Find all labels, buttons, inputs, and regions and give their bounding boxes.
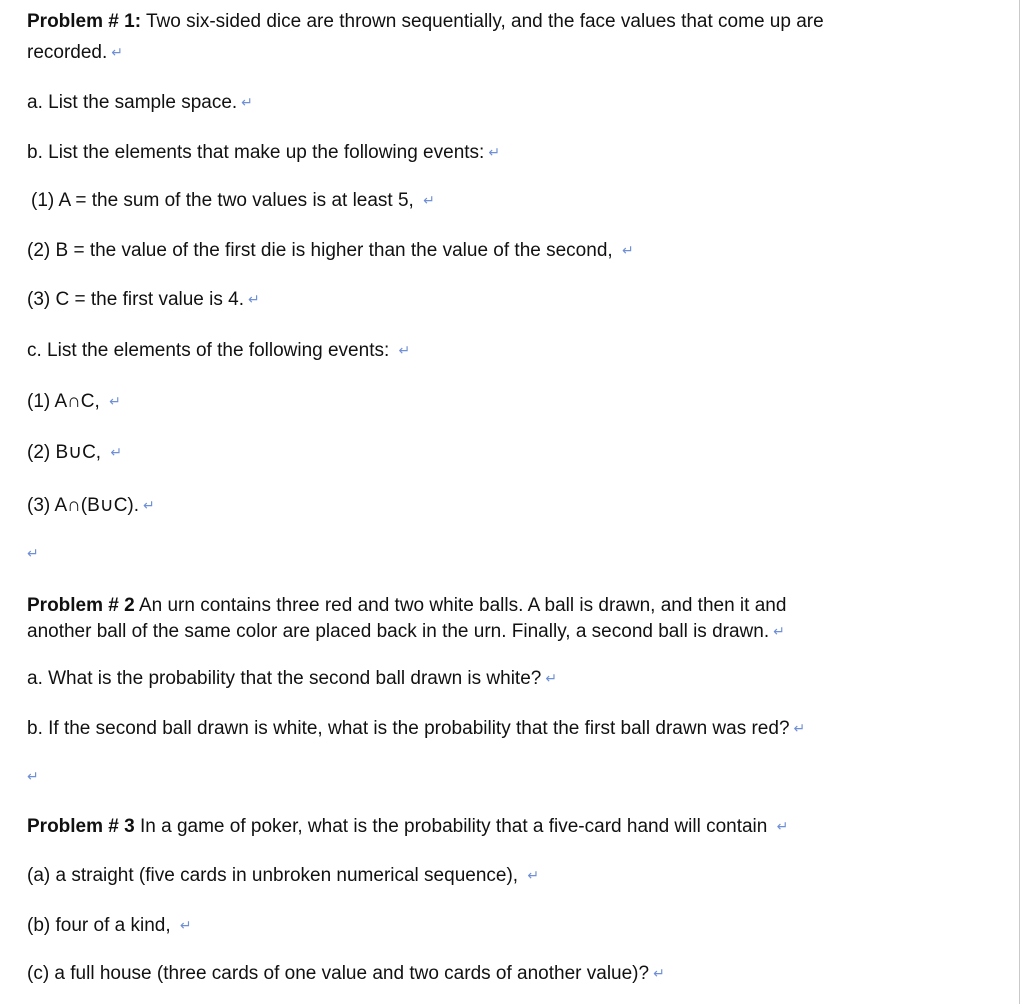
problem1-c1-text: (1) A∩C,	[27, 391, 106, 412]
problem1-b2	[27, 239, 634, 263]
problem3-c-text: (c) a full house (three cards of one value and two cards of another value)?	[27, 963, 650, 984]
problem2-line2	[27, 620, 785, 644]
problem3-line1	[27, 815, 788, 839]
paragraph-mark-icon: ↵	[398, 342, 411, 358]
problem1-line1	[27, 10, 824, 34]
paragraph-mark-icon: ↵	[248, 291, 260, 307]
problem1-c3-text: (3) A∩(B∪C).	[27, 495, 140, 516]
problem2-b-text: b. If the second ball drawn is white, what is the probability that the first ball drawn was red?	[27, 718, 790, 739]
problem1-c2-text: (2) B∪C,	[27, 442, 107, 463]
problem1-text: Two six-sided dice are thrown sequentially, and the face values that come up are	[141, 11, 824, 32]
problem3-a-text: (a) a straight (five cards in unbroken numerical sequence),	[27, 865, 524, 886]
problem3-b-text: (b) four of a kind,	[27, 915, 176, 936]
paragraph-mark-icon: ↵	[527, 867, 540, 883]
problem1-part-b	[27, 141, 500, 165]
paragraph-mark-icon: ↵	[111, 44, 124, 60]
problem1-b2-text: (2) B = the value of the first die is higher than the value of the second,	[27, 240, 618, 261]
paragraph-mark-icon: ↵	[545, 670, 558, 686]
problem2-text: An urn contains three red and two white balls. A ball is drawn, and then it and	[134, 595, 787, 616]
problem1-a-text: a. List the sample space.	[27, 92, 238, 113]
problem3-part-b	[27, 914, 192, 938]
paragraph-mark-icon: ↵	[143, 497, 155, 513]
problem2-label: Problem # 2	[27, 595, 135, 616]
problem1-b-text: b. List the elements that make up the following events:	[27, 142, 485, 163]
problem1-c2	[27, 441, 122, 465]
paragraph-mark-icon: ↵	[179, 917, 192, 933]
problem1-c3	[27, 494, 155, 518]
paragraph-mark-icon: ↵	[241, 94, 253, 110]
paragraph-mark-icon: ↵	[27, 768, 39, 784]
problem3-label: Problem # 3	[27, 816, 135, 837]
paragraph-mark-icon: ↵	[793, 720, 806, 736]
problem1-line2	[27, 41, 123, 65]
problem1-b1-text: (1) A = the sum of the two values is at least 5,	[31, 190, 420, 211]
problem1-b3	[27, 288, 260, 312]
empty-paragraph	[27, 542, 39, 566]
paragraph-mark-icon: ↵	[109, 393, 121, 409]
paragraph-mark-icon: ↵	[621, 242, 634, 258]
problem1-b3-text: (3) C = the first value is 4.	[27, 289, 244, 310]
problem3-text: In a game of poker, what is the probability that a five-card hand will contain	[134, 816, 773, 837]
problem3-part-a	[27, 864, 539, 888]
paragraph-mark-icon: ↵	[776, 818, 789, 834]
problem1-c1	[27, 390, 121, 414]
page-edge	[1019, 0, 1020, 1004]
paragraph-mark-icon: ↵	[110, 444, 123, 460]
problem1-part-a	[27, 91, 253, 115]
problem2-part-b	[27, 717, 805, 741]
problem1-text-cont: recorded.	[27, 42, 108, 63]
paragraph-mark-icon: ↵	[653, 965, 665, 981]
problem2-text-cont: another ball of the same color are placed back in the urn. Finally, a second ball is drawn.	[27, 621, 770, 642]
problem1-b1	[31, 189, 435, 213]
empty-paragraph	[27, 765, 39, 789]
paragraph-mark-icon: ↵	[27, 545, 39, 561]
problem2-line1	[27, 594, 786, 618]
paragraph-mark-icon: ↵	[423, 192, 435, 208]
paragraph-mark-icon: ↵	[773, 623, 785, 639]
problem1-label: Problem # 1:	[27, 11, 142, 32]
problem1-c-text: c. List the elements of the following events:	[27, 340, 395, 361]
problem3-part-c	[27, 962, 665, 986]
paragraph-mark-icon: ↵	[488, 144, 501, 160]
problem1-part-c	[27, 339, 410, 363]
problem2-part-a	[27, 667, 557, 691]
problem2-a-text: a. What is the probability that the second ball drawn is white?	[27, 668, 542, 689]
